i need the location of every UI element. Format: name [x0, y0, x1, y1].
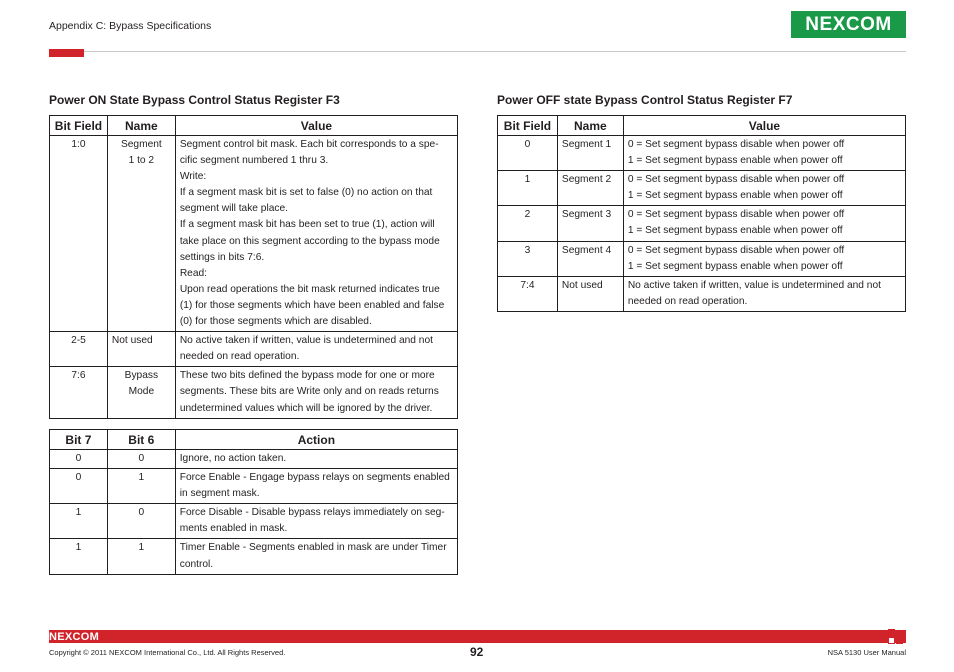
- header-name: Name: [557, 116, 623, 136]
- value-cell-line: needed on read operation.: [627, 295, 748, 307]
- page-number: 92: [470, 645, 484, 659]
- f7-register-table: [497, 115, 906, 312]
- bit6-cell: 0: [107, 504, 175, 539]
- table-header-row: [498, 116, 906, 136]
- action-cell: [175, 450, 457, 469]
- bit-field-cell: 0: [498, 136, 558, 171]
- bit-field-cell: 2: [498, 206, 558, 241]
- value-cell-line: Write:: [179, 171, 207, 183]
- value-cell: [623, 171, 905, 206]
- name-cell-line: 1 to 2: [128, 155, 155, 167]
- table-row: [50, 367, 458, 418]
- bit-field-cell: 7:4: [498, 276, 558, 311]
- value-cell-line: Read:: [179, 267, 208, 279]
- name-cell-line: Bypass: [124, 370, 159, 382]
- value-cell-line: If a segment mask bit is set to false (0) no action on that: [179, 187, 433, 199]
- name-cell-line: Segment: [120, 139, 162, 150]
- table-header-row: [50, 116, 458, 136]
- manual-name: NSA 5130 User Manual: [827, 648, 906, 657]
- table-row: [498, 241, 906, 276]
- value-cell-line: settings in bits 7:6.: [179, 251, 265, 263]
- header-bit-field: Bit Field: [50, 116, 108, 136]
- value-cell: [623, 276, 905, 311]
- bit7-cell: 0: [50, 469, 108, 504]
- bypass-mode-table: [49, 429, 458, 575]
- value-cell-line: (1) for those segments which have been enabled and false: [179, 299, 445, 311]
- value-cell-line: 1 = Set segment bypass enable when power off: [627, 155, 843, 167]
- value-cell: [623, 241, 905, 276]
- action-cell-line: Timer Enable - Segments enabled in mask are under Timer: [179, 542, 447, 554]
- bit6-cell: 1: [107, 469, 175, 504]
- value-cell-line: 0 = Set segment bypass disable when power off: [627, 209, 845, 221]
- action-cell: [175, 539, 457, 574]
- name-cell-line: Mode: [128, 386, 155, 398]
- table-row: [50, 539, 458, 574]
- value-cell-line: 0 = Set segment bypass disable when power off: [627, 244, 845, 256]
- table-row: [50, 136, 458, 332]
- action-cell-line: Ignore, no action taken.: [179, 453, 287, 464]
- value-cell-line: No active taken if written, value is undetermined and not: [627, 279, 881, 291]
- right-section-title: Power OFF state Bypass Control Status Register F7: [497, 93, 793, 107]
- header-name: Name: [107, 116, 175, 136]
- table-row: [50, 450, 458, 469]
- table-row: [50, 469, 458, 504]
- f3-register-table: [49, 115, 458, 419]
- action-cell-line: ments enabled in mask.: [179, 523, 288, 535]
- footer-squares-icon: [888, 629, 906, 645]
- bit7-cell: 0: [50, 450, 108, 469]
- table-row: [498, 171, 906, 206]
- action-cell-line: Force Enable - Engage bypass relays on segments enabled: [179, 472, 450, 484]
- value-cell-line: 1 = Set segment bypass enable when power off: [627, 190, 843, 202]
- value-cell-line: Upon read operations the bit mask returned indicates true: [179, 283, 440, 295]
- footer-bar: [49, 630, 906, 643]
- name-cell: Segment 2: [557, 171, 623, 206]
- bit7-cell: 1: [50, 539, 108, 574]
- header-value: Value: [175, 116, 457, 136]
- header-bit6: Bit 6: [107, 430, 175, 450]
- action-cell: [175, 504, 457, 539]
- nexcom-logo: [791, 11, 906, 38]
- bit-field-cell: 1:0: [50, 136, 108, 332]
- value-cell: [623, 136, 905, 171]
- value-cell-line: 1 = Set segment bypass enable when power off: [627, 260, 843, 272]
- value-cell-line: 1 = Set segment bypass enable when power off: [627, 225, 843, 237]
- value-cell-line: take place on this segment according to the bypass mode: [179, 235, 440, 247]
- name-cell: Segment 3: [557, 206, 623, 241]
- table-row: [50, 504, 458, 539]
- footer-logo-text: NEXCOM: [49, 630, 100, 643]
- bit6-cell: 0: [107, 450, 175, 469]
- bit-field-cell: 7:6: [50, 367, 108, 418]
- value-cell-line: needed on read operation.: [179, 351, 300, 363]
- action-cell-line: in segment mask.: [179, 488, 260, 500]
- value-cell: [623, 206, 905, 241]
- value-cell-line: (0) for those segments which are disabled.: [179, 316, 372, 328]
- footer-logo: [49, 629, 99, 644]
- name-cell: [107, 136, 175, 332]
- logo-text: NEXCOM: [805, 13, 892, 35]
- value-cell: [175, 136, 457, 332]
- name-cell: Segment 1: [557, 136, 623, 171]
- table-row: [498, 136, 906, 171]
- value-cell-line: These two bits defined the bypass mode for one or more: [179, 370, 435, 382]
- value-cell-line: cific segment numbered 1 thru 3.: [179, 155, 329, 167]
- value-cell-line: segments. These bits are Write only and on reads returns: [179, 386, 439, 398]
- value-cell-line: Segment control bit mask. Each bit corresponds to a spe-: [179, 139, 439, 150]
- header-accent-bar: [49, 49, 84, 57]
- copyright-text: Copyright © 2011 NEXCOM International Co., Ltd. All Rights Reserved.: [49, 648, 286, 657]
- name-cell: [107, 367, 175, 418]
- name-cell-line: Not used: [111, 335, 153, 347]
- name-cell: [107, 332, 175, 367]
- action-cell-line: Force Disable - Disable bypass relays immediately on seg-: [179, 507, 445, 519]
- bit7-cell: 1: [50, 504, 108, 539]
- table-header-row: [50, 430, 458, 450]
- action-cell: [175, 469, 457, 504]
- header-action: Action: [175, 430, 457, 450]
- value-cell-line: 0 = Set segment bypass disable when power off: [627, 139, 845, 150]
- name-cell: Not used: [557, 276, 623, 311]
- bit-field-cell: 1: [498, 171, 558, 206]
- header-bit7: Bit 7: [50, 430, 108, 450]
- bit6-cell: 1: [107, 539, 175, 574]
- value-cell: [175, 332, 457, 367]
- action-cell-line: control.: [179, 558, 214, 570]
- value-cell-line: 0 = Set segment bypass disable when power off: [627, 174, 845, 186]
- value-cell-line: If a segment mask bit has been set to true (1), action will: [179, 219, 435, 231]
- bit-field-cell: 2-5: [50, 332, 108, 367]
- bit-field-cell: 3: [498, 241, 558, 276]
- value-cell-line: No active taken if written, value is undetermined and not: [179, 335, 433, 347]
- table-row: [498, 206, 906, 241]
- header-value: Value: [623, 116, 905, 136]
- value-cell-line: segment will take place.: [179, 203, 288, 215]
- value-cell: [175, 367, 457, 418]
- table-row: [498, 276, 906, 311]
- left-section-title: Power ON State Bypass Control Status Register F3: [49, 93, 340, 107]
- name-cell: Segment 4: [557, 241, 623, 276]
- value-cell-line: undetermined values which will be ignored by the driver.: [179, 402, 433, 414]
- header-divider: [49, 51, 906, 52]
- table-row: [50, 332, 458, 367]
- header-bit-field: Bit Field: [498, 116, 558, 136]
- header-section-title: Appendix C: Bypass Specifications: [49, 20, 212, 32]
